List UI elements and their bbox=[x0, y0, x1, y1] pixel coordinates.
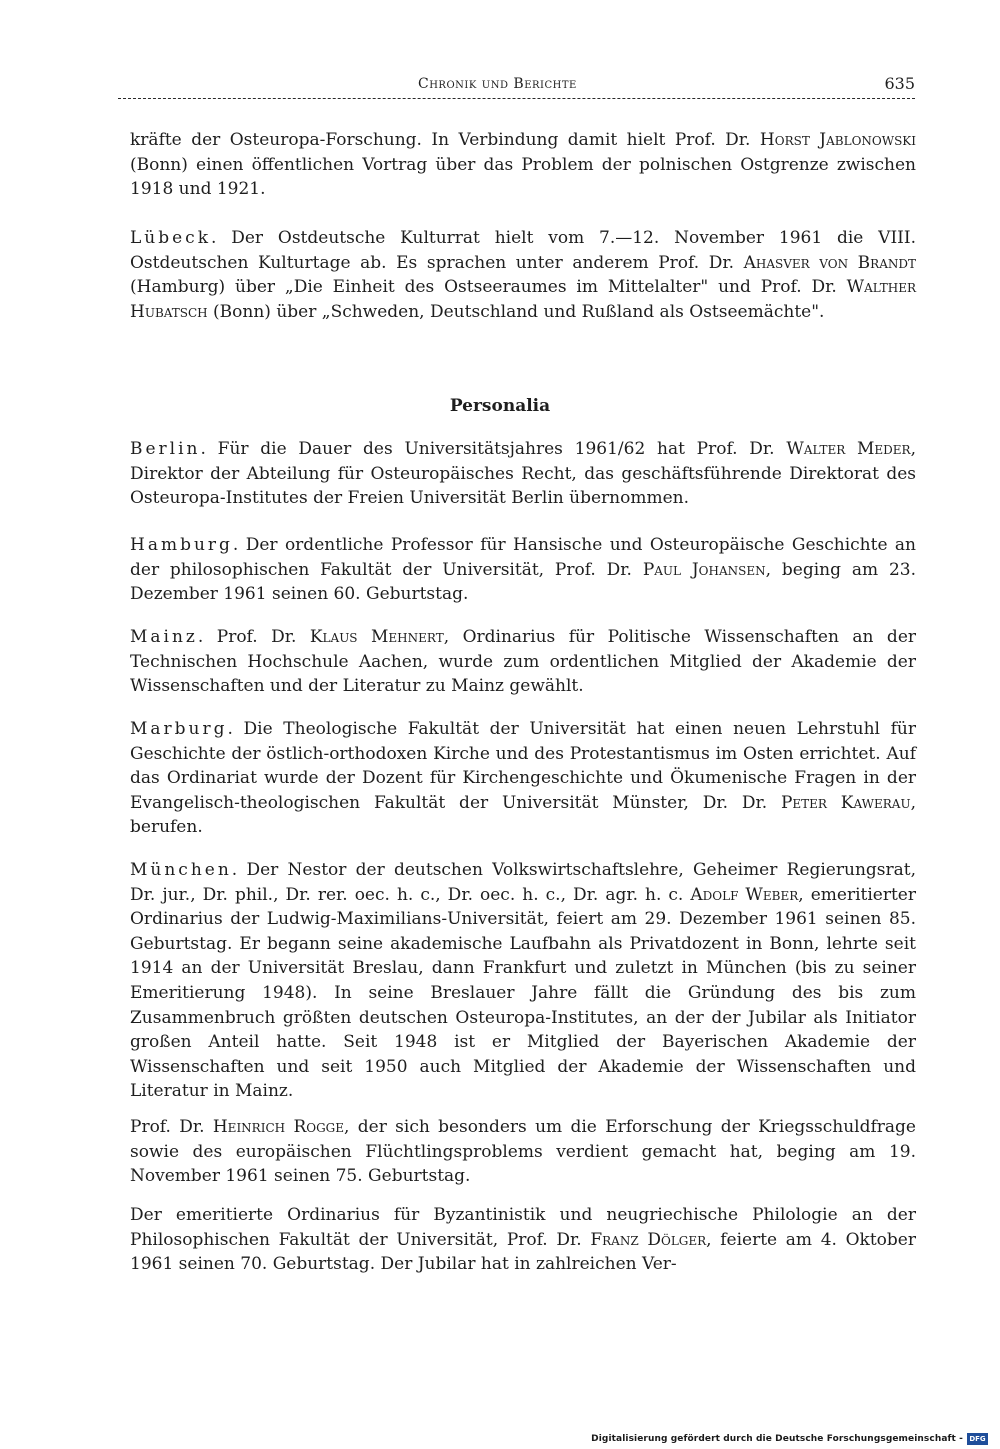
city-name: Lübeck bbox=[130, 228, 212, 248]
paragraph-berlin: Berlin. Für die Dauer des Universitätsjahres 1961/62 hat Prof. Dr. Walter Meder, Direktor der Abteilung für Osteuropäisches Recht, das geschäftsführende Direktorat des Osteuropa-Institutes der Freien Universität Berlin übernommen. bbox=[130, 439, 917, 509]
person-name: Walther Hubatsch bbox=[130, 277, 916, 322]
person-name: Adolf Weber bbox=[690, 884, 799, 905]
person-name: Klaus Mehnert bbox=[309, 627, 444, 647]
section-heading-personalia: Personalia bbox=[449, 396, 551, 416]
person-name: Peter Kawerau bbox=[780, 792, 911, 813]
city-name: München bbox=[130, 860, 232, 880]
person-name: Franz Dölger bbox=[590, 1229, 707, 1250]
paragraph-marburg: Marburg. Die Theologische Fakultät der Universität hat einen neuen Lehrstuhl für Geschichte der östlich-orthodoxen Kirche und des Protestantismus im Osten errichtet. Auf das Ordinariat wurde der Dozent für Kirchengeschichte und Ökumenische Fragen in der Evangelisch-theologischen Fakultät der Universität Münster, Dr. Dr. Peter Kawerau, berufen. bbox=[130, 719, 916, 838]
paragraph-hamburg: Hamburg. Der ordentliche Professor für Hansische und Osteuropäische Geschichte an der philosophischen Fakultät der Universität, Prof. Dr. Paul Johansen, beging am 23. Dezember 1961 seinen 60. Geburtstag. bbox=[130, 535, 916, 605]
person-name: Paul Johansen bbox=[642, 559, 766, 580]
running-header bbox=[118, 74, 915, 99]
city-name: Marburg bbox=[130, 719, 228, 739]
dfg-logo: DFG bbox=[967, 1433, 988, 1445]
running-header-title: Chronik und Berichte bbox=[418, 76, 577, 92]
person-name: Horst Jablonowski bbox=[759, 130, 917, 150]
paragraph-mainz: Mainz. Prof. Dr. Klaus Mehnert, Ordinarius für Politische Wissenschaften an der Technischen Hochschule Aachen, wurde zum ordentlichen Mitglied der Akademie der Wissenschaften und der Literatur zu Mainz gewählt. bbox=[130, 627, 916, 697]
person-name: Ahasver von Brandt bbox=[743, 252, 916, 273]
paragraph-doelger: Der emeritierte Ordinarius für Byzantinistik und neugriechische Philologie an der Philosophischen Fakultät der Universität, Prof. Dr. Franz Dölger, feierte am 4. Oktober 1961 seinen 70. Geburtstag. Der Jubilar hat in zahlreichen Ver- bbox=[130, 1205, 916, 1275]
person-name: Heinrich Rogge bbox=[212, 1117, 345, 1137]
city-name: Hamburg bbox=[130, 535, 233, 555]
paragraph-osteuropa-forschung: kräfte der Osteuropa-Forschung. In Verbindung damit hielt Prof. Dr. Horst Jablonowski (Bonn) einen öffentlichen Vortrag über das Problem der polnischen Ostgrenze zwischen 1918 und 1921. bbox=[130, 130, 917, 200]
footer-text: Digitalisierung gefördert durch die Deutsche Forschungsgemeinschaft - bbox=[591, 1434, 963, 1444]
page-number: 635 bbox=[884, 74, 915, 93]
person-name: Walter Meder bbox=[786, 439, 911, 459]
city-name: Mainz bbox=[130, 627, 198, 647]
paragraph-luebeck: Lübeck. Der Ostdeutsche Kulturrat hielt vom 7.—12. November 1961 die VIII. Ostdeutschen Kulturtage ab. Es sprachen unter anderem Prof. Dr. Ahasver von Brandt (Hamburg) über „Die Einheit des Ostseeraumes im Mittelalter" und Prof. Dr. Walther Hubatsch (Bonn) über „Schweden, Deutschland und Rußland als Ostseemächte". bbox=[130, 228, 916, 322]
paragraph-rogge: Prof. Dr. Heinrich Rogge, der sich besonders um die Erforschung der Kriegsschuldfrage sowie des europäischen Flüchtlingsproblems verdient gemacht hat, beging am 19. November 1961 seinen 75. Geburtstag. bbox=[130, 1117, 916, 1187]
digitization-footer bbox=[591, 1431, 988, 1447]
city-name: Berlin bbox=[130, 439, 201, 459]
paragraph-muenchen: München. Der Nestor der deutschen Volkswirtschaftslehre, Geheimer Regierungsrat, Dr. jur., Dr. phil., Dr. rer. oec. h. c., Dr. oec. h. c., Dr. agr. h. c. Adolf Weber, emeritierter Ordinarius der Ludwig-Maximilians-Universität, feiert am 29. Dezember 1961 seinen 85. Geburtstag. Er begann seine akademische Laufbahn als Privatdozent in Bonn, lehrte seit 1914 an der Universität Breslau, dann Frankfurt und zuletzt in München (bis zu seiner Emeritierung 1948). In seine Breslauer Jahre fällt die Gründung des bis zum Zusammenbruch größten deutschen Osteuropa-Institutes, an der der Jubilar als Initiator großen Anteil hatte. Seit 1948 ist er Mitglied der Bayerischen Akademie der Wissenschaften und seit 1950 auch Mitglied der Akademie der Wissenschaften und Literatur in Mainz. bbox=[130, 860, 916, 1102]
